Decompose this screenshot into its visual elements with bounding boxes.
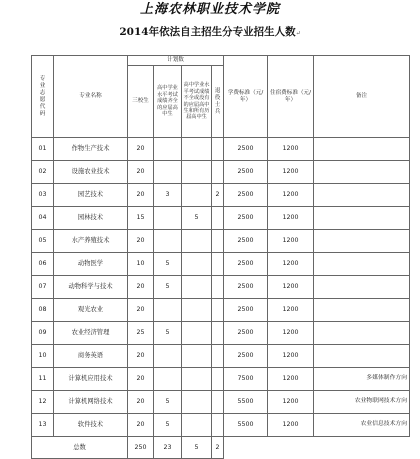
cell-code: 09 [32,322,54,345]
total-empty [224,437,410,459]
cell-code: 05 [32,230,54,253]
cell-veteran [212,253,224,276]
cell-name: 水产养殖技术 [54,230,128,253]
cell-code: 12 [32,391,54,414]
cell-note [314,322,410,345]
title-text: 2014年依法自主招生分专业招生人数 [119,26,296,38]
cell-name: 计算机网络技术 [54,391,128,414]
cell-lodging: 1200 [268,414,314,437]
cell-tuition: 2500 [224,138,268,161]
cell-three: 20 [128,230,154,253]
cell-name: 动物科学与技术 [54,276,128,299]
cell-code: 13 [32,414,54,437]
header-veteran: 退役士兵 [212,66,224,138]
table-row [32,253,410,276]
cell-veteran [212,230,224,253]
cell-lodging: 1200 [268,368,314,391]
cell-veteran: 2 [212,184,224,207]
cell-hs-qualified [154,138,182,161]
cell-lodging: 1200 [268,161,314,184]
cell-name: 计算机应用技术 [54,368,128,391]
cell-code: 03 [32,184,54,207]
cell-lodging: 1200 [268,299,314,322]
cell-tuition: 2500 [224,207,268,230]
cell-code: 01 [32,138,54,161]
cell-note [314,276,410,299]
cell-hs-qualified [154,299,182,322]
cell-hs-other [182,299,212,322]
cell-lodging: 1200 [268,276,314,299]
cell-tuition: 7500 [224,368,268,391]
cell-lodging: 1200 [268,207,314,230]
table-row [32,138,410,161]
cell-three: 20 [128,138,154,161]
header-three-school: 三校生 [128,66,154,138]
table-row [32,161,410,184]
cell-lodging: 1200 [268,138,314,161]
table-row [32,368,410,391]
cell-hs-qualified: 5 [154,414,182,437]
header-name: 专业名称 [54,56,128,138]
cell-name: 商务英语 [54,345,128,368]
cell-three: 20 [128,368,154,391]
cell-code: 11 [32,368,54,391]
cell-veteran [212,299,224,322]
cell-three: 25 [128,322,154,345]
table-row [32,299,410,322]
cell-name: 作物生产技术 [54,138,128,161]
table-row [32,414,410,437]
cell-code: 08 [32,299,54,322]
cell-tuition: 2500 [224,299,268,322]
cell-code: 02 [32,161,54,184]
total-label: 总数 [32,437,128,459]
cell-tuition: 2500 [224,184,268,207]
cell-hs-qualified: 3 [154,184,182,207]
header-row-1 [32,56,410,66]
document-title [0,23,420,41]
cell-tuition: 2500 [224,322,268,345]
header-note: 备注 [314,56,410,138]
cell-hs-qualified: 5 [154,276,182,299]
cell-hs-other [182,253,212,276]
cell-three: 20 [128,161,154,184]
cell-hs-other [182,230,212,253]
cell-name: 设施农业技术 [54,161,128,184]
table-row [32,207,410,230]
cell-code: 06 [32,253,54,276]
cell-hs-other [182,414,212,437]
cell-lodging: 1200 [268,391,314,414]
cell-note [314,253,410,276]
table-row [32,345,410,368]
cell-tuition: 2500 [224,345,268,368]
cell-note [314,161,410,184]
cell-three: 20 [128,276,154,299]
cell-note [314,207,410,230]
cell-hs-qualified: 5 [154,322,182,345]
cell-tuition: 2500 [224,253,268,276]
cell-veteran [212,391,224,414]
total-hs-other: 5 [182,437,212,459]
table-row [32,276,410,299]
cell-veteran [212,368,224,391]
cell-name: 动物医学 [54,253,128,276]
cell-hs-qualified [154,207,182,230]
cell-hs-qualified [154,368,182,391]
cell-three: 20 [128,345,154,368]
cell-hs-qualified [154,161,182,184]
cell-note [314,138,410,161]
enrollment-table [31,55,410,459]
cell-hs-qualified [154,345,182,368]
table-row [32,184,410,207]
cell-veteran [212,138,224,161]
cell-three: 20 [128,184,154,207]
cell-three: 20 [128,414,154,437]
cell-lodging: 1200 [268,253,314,276]
paragraph-mark: ↵ [295,30,301,37]
cell-code: 07 [32,276,54,299]
cell-hs-other [182,391,212,414]
cell-hs-qualified: 5 [154,253,182,276]
header-tuition: 学费标准（元/年） [224,56,268,138]
cell-hs-other [182,276,212,299]
college-logo-text: 上海农林职业技术学院 [139,2,280,17]
cell-name: 软件技术 [54,414,128,437]
cell-veteran [212,345,224,368]
cell-veteran [212,161,224,184]
cell-lodging: 1200 [268,230,314,253]
cell-hs-other [182,345,212,368]
cell-hs-qualified: 5 [154,391,182,414]
header-code: 专业志愿代码 [32,56,54,138]
header-hs-qualified: 高中学业水平考试成绩齐全的应届高中生 [154,66,182,138]
cell-tuition: 5500 [224,414,268,437]
cell-code: 04 [32,207,54,230]
cell-three: 10 [128,253,154,276]
cell-hs-other: 5 [182,207,212,230]
total-three: 250 [128,437,154,459]
cell-hs-other [182,368,212,391]
cell-name: 园艺技术 [54,184,128,207]
cell-hs-qualified [154,230,182,253]
cell-tuition: 2500 [224,230,268,253]
total-veteran: 2 [212,437,224,459]
cell-tuition: 2500 [224,161,268,184]
header-hs-other: 高中学业水平考试成绩不全或没有的应届高中生和所有历届高中生 [182,66,212,138]
cell-note [314,299,410,322]
cell-hs-other [182,138,212,161]
cell-hs-other [182,161,212,184]
cell-lodging: 1200 [268,184,314,207]
cell-name: 园林技术 [54,207,128,230]
cell-veteran [212,276,224,299]
cell-name: 观光农业 [54,299,128,322]
cell-veteran [212,207,224,230]
cell-three: 20 [128,391,154,414]
cell-lodging: 1200 [268,322,314,345]
cell-three: 15 [128,207,154,230]
cell-note [314,345,410,368]
header-plan-group: 计划数 [128,56,224,66]
cell-note [314,184,410,207]
cell-veteran [212,322,224,345]
total-row [32,437,410,459]
cell-three: 20 [128,299,154,322]
total-hs-qualified: 23 [154,437,182,459]
cell-note [314,230,410,253]
cell-name: 农业经济管理 [54,322,128,345]
cell-tuition: 5500 [224,391,268,414]
cell-note: 农业物联网技术方向 [314,391,410,414]
cell-tuition: 2500 [224,276,268,299]
header-lodging: 住宿费标准（元/年） [268,56,314,138]
cell-note: 多媒体制作方向 [314,368,410,391]
table-row [32,230,410,253]
table-row [32,391,410,414]
cell-hs-other [182,322,212,345]
cell-hs-other [182,184,212,207]
cell-code: 10 [32,345,54,368]
table-row [32,322,410,345]
cell-lodging: 1200 [268,345,314,368]
cell-veteran [212,414,224,437]
cell-note: 农业信息技术方向 [314,414,410,437]
